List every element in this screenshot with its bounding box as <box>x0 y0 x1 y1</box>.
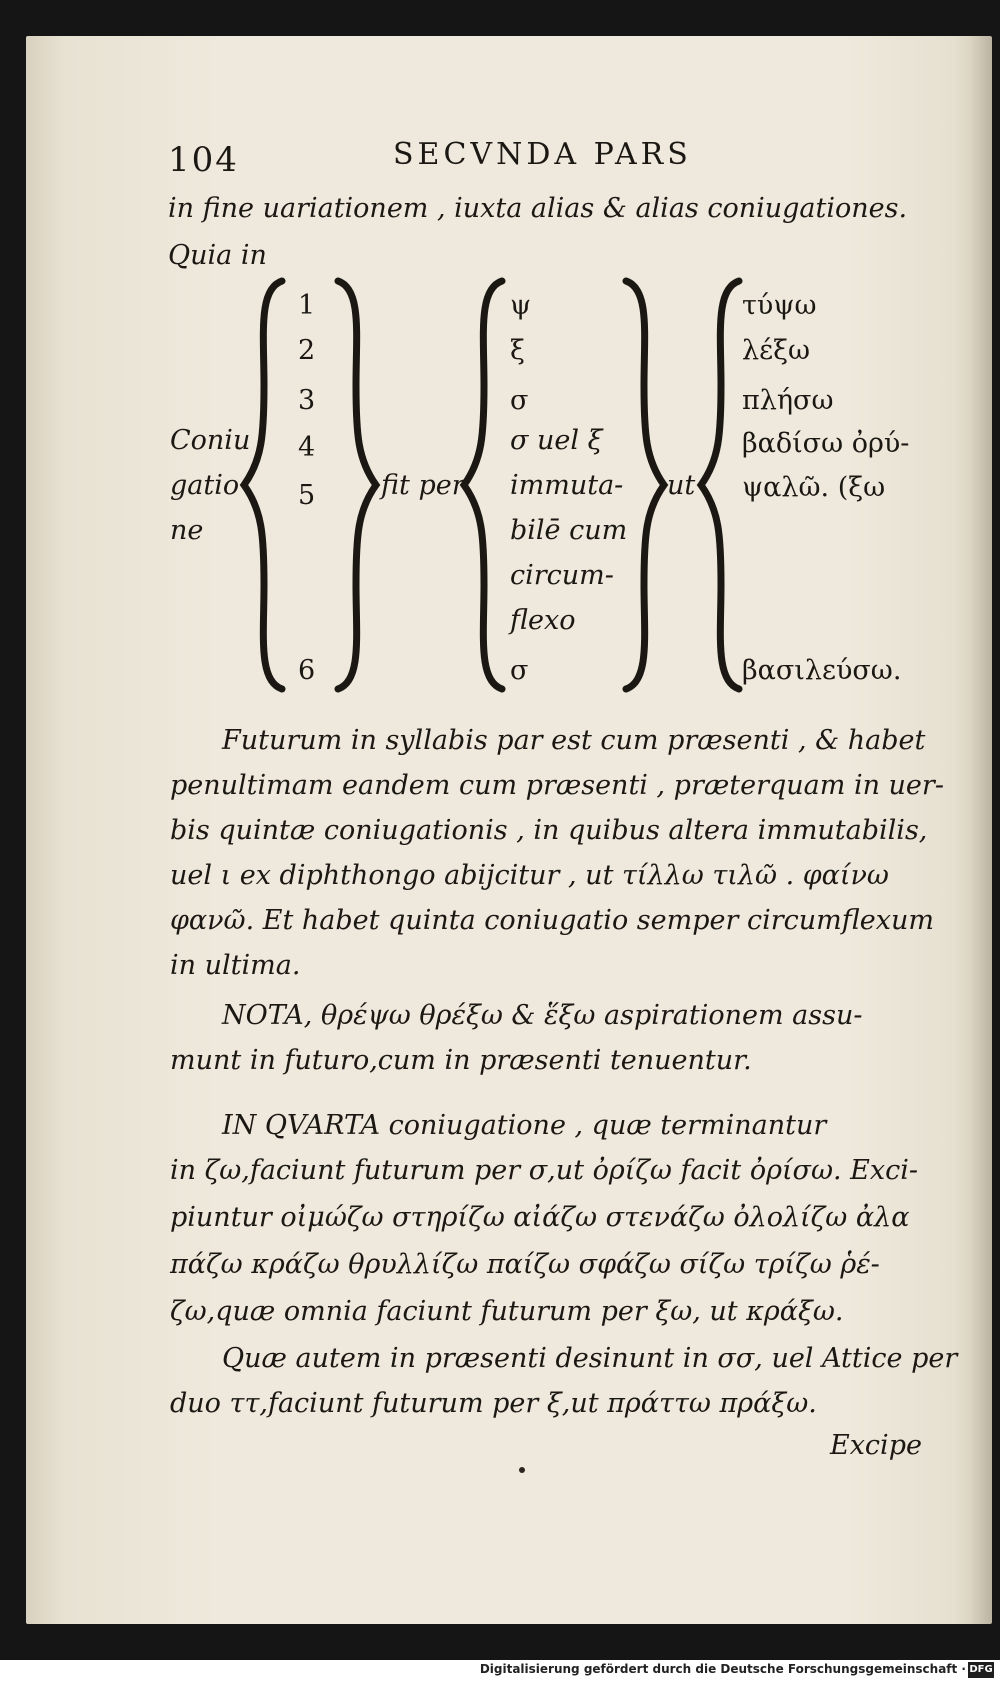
running-title: SECVNDA PARS <box>393 137 692 172</box>
ending-4: σ uel ξ <box>510 425 603 456</box>
ending-5c: circum- <box>510 560 614 591</box>
ink-dot <box>519 1467 525 1473</box>
ending-5d: flexo <box>510 605 576 636</box>
ending-3: σ <box>510 385 529 416</box>
page-number: 104 <box>168 140 239 180</box>
paragraph-3-line-2: in ζω,faciunt futurum per σ,ut ὀρίζω facit ὀρίσω. Exci- <box>170 1155 918 1186</box>
example-4: βαδίσω ὀρύ- <box>742 428 910 459</box>
brace-close-numbers <box>332 275 382 695</box>
paragraph-4-line-2: duo ττ,faciunt futurum per ξ,ut πράττω πράξω. <box>170 1388 817 1419</box>
digitization-footer <box>0 1660 1000 1681</box>
conjugation-number-1: 1 <box>298 290 316 321</box>
table-label-line-2: gatio <box>170 470 240 501</box>
conjugation-number-6: 6 <box>298 655 316 686</box>
example-1: τύψω <box>742 290 817 321</box>
paragraph-1-line-1: Futurum in syllabis par est cum præsenti , & habet <box>222 725 926 756</box>
dfg-logo-icon: DFG <box>968 1662 994 1678</box>
example-6: βασιλεύσω. <box>742 655 902 686</box>
brace-close-endings <box>620 275 670 695</box>
paragraph-3-line-3: piuntur οἰμώζω στηρίζω αἰάζω στενάζω ὀλολίζω ἀλα <box>170 1202 910 1233</box>
paragraph-3-line-1: IN QVARTA coniugatione , quæ terminantur <box>222 1110 827 1141</box>
table-label-line-1: Coniu <box>170 425 251 456</box>
ut-label: ut <box>667 470 696 501</box>
catchword: Excipe <box>830 1430 922 1461</box>
intro-line-2: Quia in <box>168 240 267 271</box>
paragraph-1-line-2: penultimam eandem cum præsenti , præterquam in uer- <box>170 770 944 801</box>
example-2: λέξω <box>742 335 810 366</box>
example-5: ψαλῶ. (ξω <box>742 472 886 503</box>
conjugation-number-2: 2 <box>298 335 316 366</box>
intro-line-1: in fine uariationem , iuxta alias & alias coniugationes. <box>168 193 908 224</box>
ending-5b: bilē cum <box>510 515 628 546</box>
brace-open-endings <box>458 275 508 695</box>
brace-open-numbers <box>238 275 288 695</box>
ending-5a: immuta- <box>510 470 624 501</box>
conjugation-number-5: 5 <box>298 480 316 511</box>
ending-2: ξ <box>510 335 525 366</box>
ending-6: σ <box>510 655 529 686</box>
paragraph-2-line-1: NOTA, θρέψω θρέξω & ἕξω aspirationem assu- <box>222 1000 863 1031</box>
paragraph-1-line-3: bis quintæ coniugationis , in quibus altera immutabilis, <box>170 815 928 846</box>
conjugation-number-3: 3 <box>298 385 316 416</box>
paragraph-4-line-1: Quæ autem in præsenti desinunt in σσ, uel Attice per <box>222 1343 958 1374</box>
example-3: πλήσω <box>742 385 834 416</box>
paragraph-3-line-4: πάζω κράζω θρυλλίζω παίζω σφάζω σίζω τρίζω ῥέ- <box>170 1249 880 1280</box>
ending-1: ψ <box>510 290 532 321</box>
table-label-line-3: ne <box>170 515 204 546</box>
page-edge-shadow <box>970 36 992 1624</box>
paragraph-1-line-6: in ultima. <box>170 950 301 981</box>
footer-credit: Digitalisierung gefördert durch die Deutsche Forschungsgemeinschaft · <box>479 1662 966 1676</box>
paragraph-2-line-2: munt in futuro,cum in præsenti tenuentur. <box>170 1045 752 1076</box>
paragraph-1-line-4: uel ι ex diphthongo abijcitur , ut τίλλω τιλῶ . φαίνω <box>170 860 889 891</box>
paragraph-3-line-5: ζω,quæ omnia faciunt futurum per ξω, ut κράξω. <box>170 1296 844 1327</box>
fit-per-label: fit per <box>381 470 465 501</box>
paragraph-1-line-5: φανῶ. Et habet quinta coniugatio semper circumflexum <box>170 905 934 936</box>
conjugation-number-4: 4 <box>298 432 316 463</box>
brace-open-examples <box>695 275 745 695</box>
